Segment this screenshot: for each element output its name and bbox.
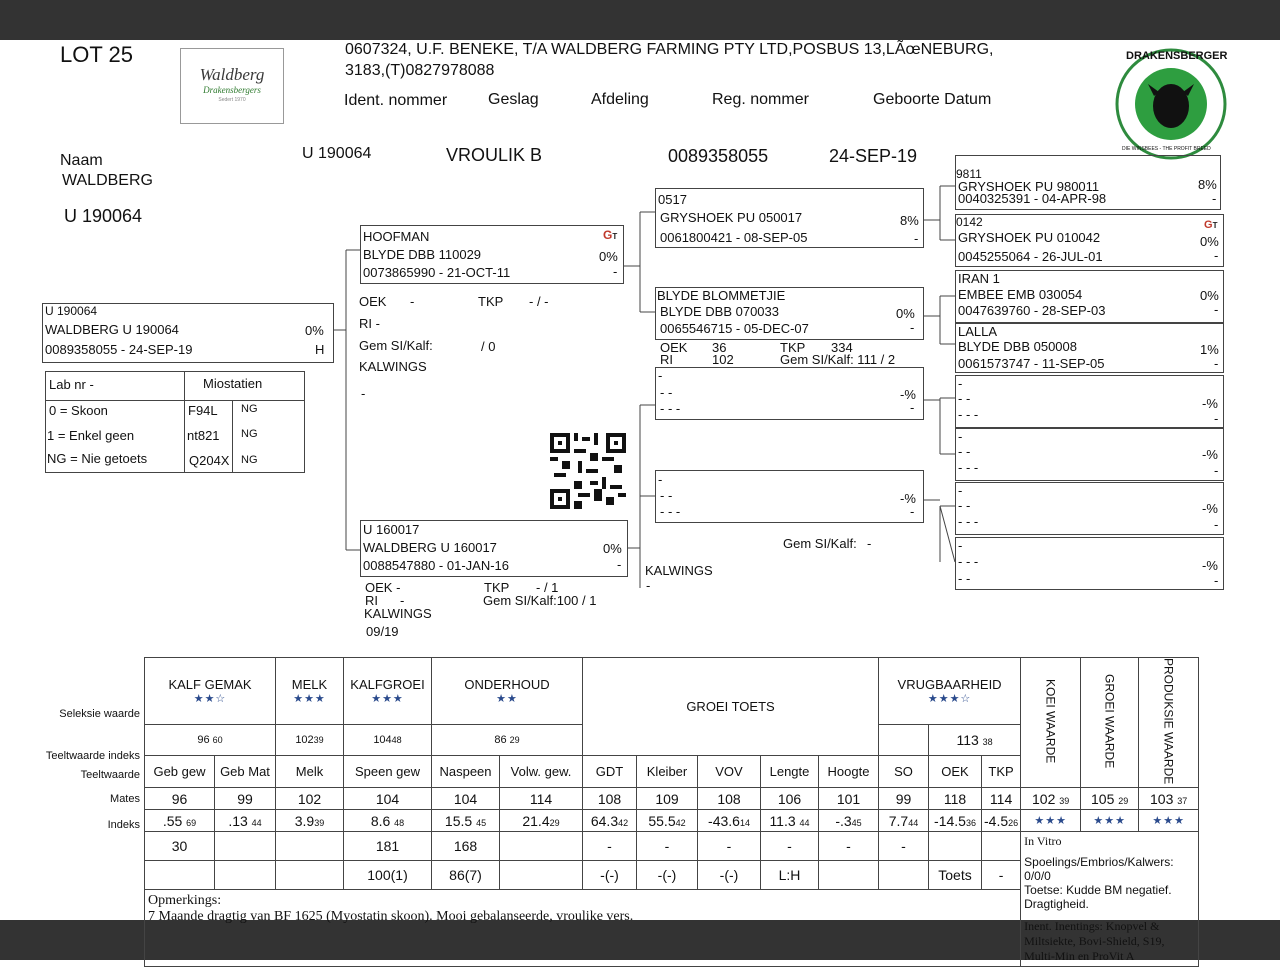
label-seleksie: Seleksie waarde (59, 708, 140, 720)
gt-icon: GT (1204, 219, 1218, 231)
drakensberger-logo: DRAKENSBERGER DIE WINSBEES - THE PROFIT BREED (1112, 48, 1230, 160)
owner-line1: 0607324, U.F. BENEKE, T/A WALDBERG FARMING PTY LTD,POSBUS 13,LÃœNEBURG, (345, 41, 994, 58)
header-geboorte: Geboorte Datum (873, 91, 992, 108)
stars-produksie: ★★★ (1139, 810, 1199, 832)
opmerkings: Opmerkings: 7 Maande dragtig van BF 1625 (Myostatin skoon). Mooi gebalanseerde, vroulike vers. (145, 889, 1021, 966)
sire-sire-box: 0517 GRYSHOEK PU 050017 8% 0061800421 - 08-SEP-05 - (655, 188, 924, 248)
gg-box-4: LALLA BLYDE DBB 050008 1% 0061573747 - 11-SEP-05 - (955, 323, 1224, 373)
sel-onderhoud: 86 29 (432, 724, 583, 756)
gg-box-3: IRAN 1 EMBEE EMB 030054 0% 0047639760 - 28-SEP-03 - (955, 270, 1224, 323)
sire-dam-ri: RI (660, 352, 673, 367)
naam-value: WALDBERG (62, 172, 153, 189)
sire-dam-oek: OEK (660, 340, 688, 355)
group-onderhoud: ONDERHOUD ★★ (432, 658, 583, 725)
dam-box: U 160017 WALDBERG U 160017 0% 0088547880 - 01-JAN-16 - (360, 520, 628, 577)
sel-melk: 10239 (276, 724, 344, 756)
sire-gem: Gem SI/Kalf: (359, 338, 433, 353)
dam-dam-kalwings: KALWINGS (645, 563, 713, 578)
group-groei-toets: GROEI TOETS (583, 658, 879, 756)
qr-code (550, 433, 626, 509)
sire-ri: RI - (359, 316, 380, 331)
value-reg: 0089358055 (668, 146, 769, 166)
gg-box-8: - - - - -% - - - (955, 537, 1224, 590)
group-melk: MELK ★★★ (276, 658, 344, 725)
label-indeks: Teeltwaarde indeks (45, 750, 140, 762)
stars-kalf: ★★☆ (193, 692, 227, 705)
group-produksie-waarde: PRODUKSIE WAARDE (1139, 658, 1199, 788)
label-teeltwaarde: Teeltwaarde (80, 769, 140, 781)
group-kalfgroei: KALFGROEI ★★★ (344, 658, 432, 725)
dam-sire-box: - - - -% - - - - (655, 367, 924, 420)
dam-oek: OEK - (365, 580, 401, 595)
label-mates: Mates (110, 793, 140, 805)
gg-box-6: - - - -% - - - - (955, 428, 1224, 481)
indeks2-row: 100(1) 86(7) -(-) -(-) -(-) L:H Toets - (145, 861, 1199, 890)
mates-row: 30 181 168 - - - - - - In Vitro Spoelings/Embrios/Kalwers: 0/0/0 Toetse: Kudde BM negatief. Dragtigheid. Inent. Inentings: Knopvel & Miltsiekte, Bovi-Shield, S19, Multi-Min en ProVit A (145, 832, 1199, 861)
group-koei-waarde: KOEI WAARDE (1021, 658, 1081, 788)
sire-kalwings: KALWINGS (359, 359, 427, 374)
dam-kalwings-date: 09/19 (366, 624, 399, 639)
sire-dam-gem: Gem SI/Kalf: 111 / 2 (780, 352, 896, 367)
dam-tkp: TKP (484, 580, 510, 595)
dam-ri: RI (365, 593, 378, 608)
gt-icon: GT (603, 228, 618, 242)
column-headers: Geb gew Geb Mat Melk Speen gew Naspeen Volw. gew. GDT Kleiber VOV Lengte Hoogte SO OEK TKP (145, 756, 1199, 788)
sire-oek: OEK (359, 294, 387, 309)
group-kalf-gemak: KALF GEMAK ★★☆ (145, 658, 276, 725)
gg-box-1: 9811 GRYSHOEK PU 980011 8% 0040325391 - 04-APR-98 - (955, 155, 1221, 210)
value-geboorte: 24-SEP-19 (829, 146, 918, 166)
sel-kalf: 96 60 (145, 724, 276, 756)
sire-oek-value: - (410, 294, 415, 309)
naam-label: Naam (60, 152, 103, 169)
gg-box-7: - - - -% - - - - (955, 482, 1224, 535)
dam-dam-kalwings-value: - (646, 578, 651, 593)
teeltwaarde-row: .55 69 .13 44 3.939 8.6 48 15.5 45 21.429 64.342 55.542 -43.614 11.3 44 -.345 7.744 -14.536 -4.526 ★★★ ★★★ ★★★ (145, 810, 1199, 832)
sire-gem-value: / 0 (481, 339, 496, 354)
group-groei-waarde: GROEI WAARDE (1081, 658, 1139, 788)
value-geslag: VROULIK B (446, 145, 543, 165)
stars-melk: ★★★ (293, 692, 326, 705)
stars-koei: ★★★ (1021, 810, 1081, 832)
sire-dam-ri-value: 102 (712, 352, 734, 367)
gg-box-2: 0142 GRYSHOEK PU 010042 0% 0045255064 - 26-JUL-01 - GT (955, 214, 1224, 267)
lab-box: Lab nr - Miostatien 0 = Skoon F94L NG 1 = Enkel geen nt821 NG NG = Nie getoets Q204X NG (45, 371, 305, 473)
stars-groei: ★★★ (1081, 810, 1139, 832)
naam-id: U 190064 (64, 206, 143, 226)
dam-kalwings: KALWINGS (364, 606, 432, 621)
dam-tkp-value: - / 1 (536, 580, 559, 595)
sire-tkp: TKP (478, 294, 504, 309)
animal-box: U 190064 WALDBERG U 190064 0% 0089358055 - 24-SEP-19 H (42, 303, 334, 363)
sire-box: HOOFMAN BLYDE DBB 110029 0% 0073865990 - 21-OCT-11 - GT (360, 225, 624, 284)
dam-ri-value: - (400, 593, 405, 608)
stars-onderhoud: ★★ (496, 692, 518, 705)
sire-dam-oek-value: 36 (712, 340, 727, 355)
lot-number: LOT 25 (60, 42, 133, 67)
sel-vrug: 113 38 (929, 724, 1021, 756)
header-afdeling: Afdeling (591, 91, 649, 108)
performance-table (144, 657, 1199, 967)
owner-line2: 3183,(T)0827978088 (345, 62, 495, 79)
header-reg: Reg. nommer (712, 91, 809, 108)
sire-dam-tkp: TKP (780, 340, 806, 355)
sire-kalwings-value: - (361, 386, 366, 401)
sire-dam-box: BLYDE BLOMMETJIE BLYDE DBB 070033 0% 0065546715 - 05-DEC-07 - (655, 287, 924, 340)
dam-dam-gem: Gem SI/Kalf: (783, 536, 857, 551)
group-vrugbaarheid: VRUGBAARHEID ★★★☆ (879, 658, 1021, 725)
dam-dam-gem-value: - (867, 536, 872, 551)
value-ident: U 190064 (302, 145, 372, 162)
label-indeks2: Indeks (107, 819, 140, 831)
dam-dam-box: - - - -% - - - - (655, 470, 924, 523)
sel-kalfgroei: 10448 (344, 724, 432, 756)
right-notes: In Vitro Spoelings/Embrios/Kalwers: 0/0/0 Toetse: Kudde BM negatief. Dragtigheid. Inent. Inentings: Knopvel & Miltsiekte, Bovi-Shield, S19, Multi-Min en ProVit A (1021, 832, 1199, 967)
waldberg-logo: Waldberg Drakensbergers Sedert 1970 (180, 48, 284, 124)
stars-kalfgroei: ★★★ (371, 692, 404, 705)
dam-gem: Gem SI/Kalf:100 / 1 (483, 593, 597, 608)
gg-box-5: - - - -% - - - - (955, 375, 1224, 428)
header-geslag: Geslag (488, 91, 539, 108)
header-ident: Ident. nommer (344, 92, 448, 109)
sire-tkp-value: - / - (529, 294, 549, 309)
indeks-row: 96 99 102 104 104 114 108 109 108 106 101 99 118 114 102 39 105 29 103 37 (145, 788, 1199, 810)
sire-dam-tkp-value: 334 (831, 340, 853, 355)
stars-vrug: ★★★☆ (927, 692, 972, 705)
